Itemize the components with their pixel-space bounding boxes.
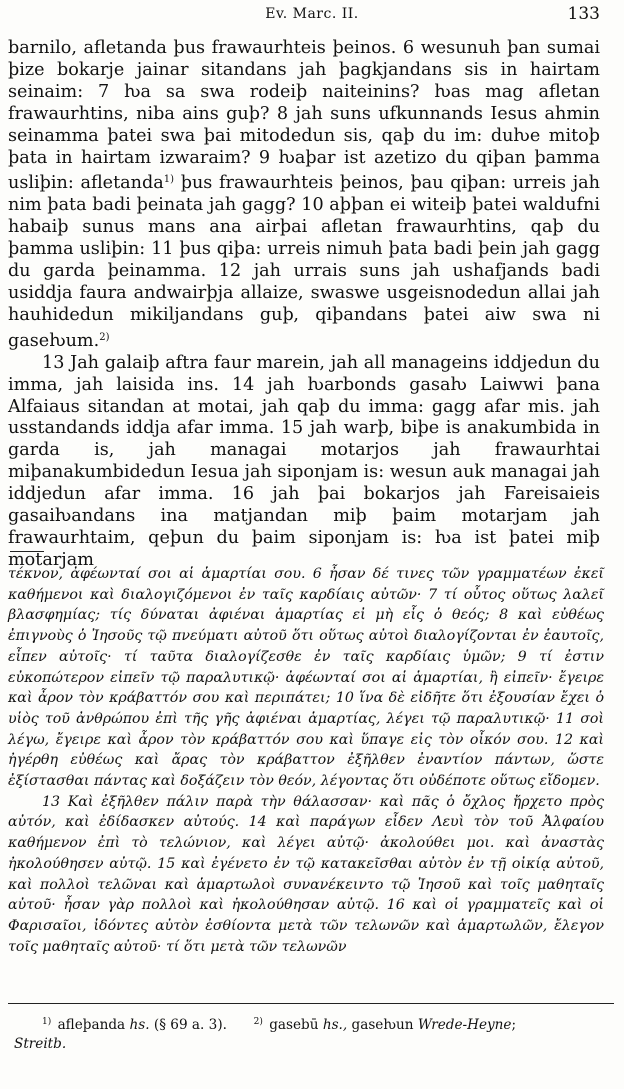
gothic-paragraph: 13 Jah galaiþ aftra faur marein, jah all manageins iddjedun du imma, jah laisida ins. 14 jah ƕarbonds gasaƕ Laiwwi þana Alfaiaus sitandan at motai, jah qaþ du imma: gagg afar mis. jah usstandands iddja afar imma. 15 jah warþ, biþe is anakumbida in garda is, jah managai motarjos jah frawaurhtai miþanakumbidedun Iesua jah siponjam is: wesun auk managai jah iddjedun afar imma. 16 jah þai bokarjos jah Fareisaieis gasaiƕandans ina matjandan miþ þaim motarjam jah frawaurhtaim, qeþun du þaim siponjam is: ƕa ist þatei miþ motarjam — [8, 352, 600, 570]
gothic-paragraph — [8, 38, 600, 353]
footnote — [14, 1013, 606, 1035]
footnote-alt-reading: gaseƕun — [351, 1017, 414, 1033]
footnote-marker: 1) — [42, 1017, 52, 1027]
footnote-reference: (§ 69 a. 3). — [153, 1017, 227, 1033]
footnote-separator: ; — [511, 1017, 517, 1033]
footnote-editors: Wrede-Heyne — [417, 1017, 512, 1033]
greek-paragraph: 13 Καὶ ἐξῆλθεν πάλιν παρὰ τὴν θάλασσαν· καὶ πᾶς ὁ ὄχλος ἤρχετο πρὸς αὐτόν, καὶ ἐδίδασκεν αὐτούς. 14 καὶ παράγων εἶδεν Λευὶ τὸν τοῦ Ἀλφαίου καθήμενον ἐπὶ τὸ τελώνιον, καὶ λέγει αὐτῷ· ἀκολούθει μοι. καὶ ἀναστὰς ἠκολούθησεν αὐτῷ. 15 καὶ ἐγένετο ἐν τῷ κατακεῖσθαι αὐτὸν ἐν τῇ οἰκίᾳ αὐτοῦ, καὶ πολλοὶ τελῶναι καὶ ἁμαρτωλοὶ συνανέκειντο τῷ Ἰησοῦ καὶ τοῖς μαθηταῖς αὐτοῦ· ἦσαν γὰρ πολλοὶ καὶ ἠκολούθησαν αὐτῷ. 16 καὶ οἱ γραμματεῖς καὶ οἱ Φαρισαῖοι, ἰδόντες αὐτὸν ἐσθίοντα μετὰ τῶν τελωνῶν καὶ ἁμαρτωλῶν, ἔλεγον τοῖς μαθηταῖς αὐτοῦ· τί ὅτι μετὰ τῶν τελωνῶν — [8, 793, 604, 955]
footnote-word: afleþanda — [57, 1017, 126, 1033]
footnote-marker: 2) — [253, 1017, 263, 1027]
footnote-source: hs., — [322, 1017, 348, 1033]
footnote-word: gasebū — [269, 1017, 319, 1033]
greek-paragraph: τέκνον, ἀφέωνταί σοι αἱ ἁμαρτίαι σου. 6 ἦσαν δέ τινες τῶν γραμματέων ἐκεῖ καθήμενοι καὶ διαλογιζόμενοι ἐν ταῖς καρδίαις αὐτῶν· 7 τί οὗτος οὕτως λαλεῖ βλασφημίας; τίς δύναται ἀφιέναι ἁμαρτίας εἰ μὴ εἷς ὁ θεός; 8 καὶ εὐθέως ἐπιγνοὺς ὁ Ἰησοῦς τῷ πνεύματι αὐτοῦ ὅτι οὕτως αὐτοὶ διαλογίζονται ἐν ἑαυτοῖς, εἶπεν αὐτοῖς· τί ταῦτα διαλογίζεσθε ἐν ταῖς καρδίαις ὑμῶν; 9 τί ἐστιν εὐκοπώτερον εἰπεῖν τῷ παραλυτικῷ· ἀφέωνταί σοι αἱ ἁμαρτίαι, ἢ εἰπεῖν· ἔγειρε καὶ ἆρον τὸν κράβαττόν σου καὶ περιπάτει; 10 ἵνα δὲ εἰδῆτε ὅτι ἐξουσίαν ἔχει ὁ υἱὸς τοῦ ἀνθρώπου ἐπὶ τῆς γῆς ἀφιέναι ἁμαρτίας, λέγει τῷ παραλυτικῷ· 11 σοὶ λέγω, ἔγειρε καὶ ἆρον τὸν κράβαττόν σου καὶ ὕπαγε εἰς τὸν οἶκόν σου. 12 καὶ ἠγέρθη εὐθέως καὶ ἄρας τὸν κράβαττον ἐξῆλθεν ἐναντίον πάντων, ὥστε ἐξίστασθαι πάντας καὶ δοξάζειν τὸν θεόν, λέγοντας ὅτι οὐδέποτε οὕτως εἴδομεν. — [8, 566, 604, 790]
gothic-paragraph-text: þus frawaurhteis þeinos, þau qiþan: urreis jah nim þata badi þeinata jah gagg? 10 aþþan ei witeiþ þatei waldufni habaiþ sunus mans ana airþai afletan frawaurhtins, qaþ du þamma usliþin: 11 þus qiþa: urreis nimuh þata badi þein jah gagg du garda þeinamma. 12 jah urrais suns jah ushafjands badi usiddja faura andwairþja allaize, swaswe usgeisnodedun allai jah hauhidedun mikiljandans guþ, qiþandans þatei aiw swa ni gaseƕum. — [8, 173, 601, 351]
section-divider — [10, 551, 44, 552]
gothic-text — [8, 38, 600, 572]
page-number: 133 — [567, 4, 600, 24]
page-header — [0, 4, 624, 26]
greek-text — [8, 564, 604, 957]
running-title: Ev. Marc. II. — [265, 6, 359, 22]
footnote-continuation: Streitb. — [14, 1036, 67, 1052]
footnote-marker: 2) — [99, 331, 110, 343]
footnote-marker: 1) — [163, 174, 175, 186]
footnote-divider — [8, 1003, 614, 1004]
gothic-paragraph-text: barnilo, afletanda þus frawaurhteis þeinos. 6 wesunuh þan sumai þize bokarje jainar sitandans jah þagkjandans sis in hairtam seinaim: 7 ƕa sa swa rodeiþ naiteinins? ƕas mag afletan frawaurhtins, niba ains guþ? 8 jah suns ufkunnands Iesus ahmin seinamma þatei swa þai mitodedun sis, qaþ du im: duƕe mitoþ þata in hairtam izwaraim? 9 ƕaþar ist azetizo du qiþan þamma usliþin: afletanda — [8, 38, 600, 194]
footnotes — [14, 1013, 606, 1054]
footnote-source: hs. — [129, 1017, 150, 1033]
